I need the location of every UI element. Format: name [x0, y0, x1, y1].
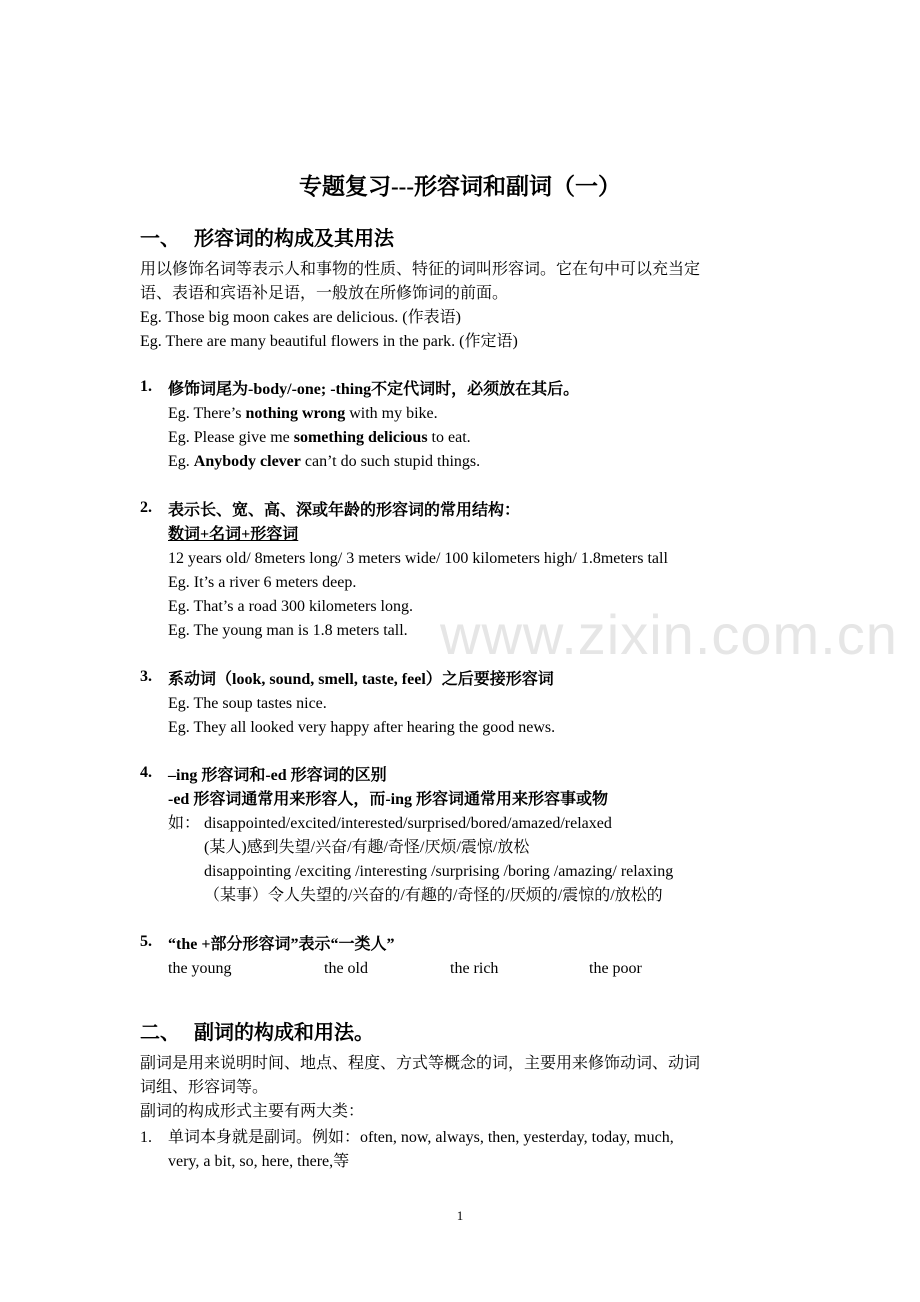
item1-example1: Eg. There’s nothing wrong with my bike.: [168, 405, 438, 422]
item4-line1: disappointed/excited/interested/surprised/bored/amazed/relaxed: [204, 815, 612, 832]
item1-example3: Eg. Anybody clever can’t do such stupid things.: [168, 453, 481, 470]
item4-prefix: 如：: [168, 815, 201, 832]
watermark: www.zixin.com.cn: [440, 603, 898, 666]
section2-intro-line3: 副词的构成形式主要有两大类：: [140, 1103, 365, 1120]
item4-line4: （某事）令人失望的/兴奋的/有趣的/奇怪的/厌烦的/震惊的/放松的: [204, 887, 663, 904]
section2-heading: [140, 1016, 374, 1045]
section2-number: 二、: [140, 1022, 180, 1044]
section2-intro-line2: 词组、形容词等。: [140, 1079, 269, 1096]
item2-line3: Eg. That’s a road 300 kilometers long.: [168, 598, 413, 615]
section1-example1: Eg. Those big moon cakes are delicious. (作表语): [140, 309, 461, 326]
item5-heading: “the +部分形容词”表示“一类人”: [168, 936, 395, 953]
item4-line2: (某人)感到失望/兴奋/有趣/奇怪/厌烦/震惊/放松: [204, 839, 530, 856]
item5-number: 5.: [140, 933, 152, 950]
page-number: 1: [456, 1208, 464, 1223]
item1-number: 1.: [140, 378, 152, 395]
section2-item1-number: 1.: [140, 1129, 152, 1146]
item1-example2: Eg. Please give me something delicious to eat.: [168, 429, 471, 446]
item2-number: 2.: [140, 499, 152, 516]
item2-structure: 数词+名词+形容词: [168, 526, 299, 543]
section1-heading: [140, 222, 394, 251]
item4-number: 4.: [140, 764, 152, 781]
section1-intro-line2: 语、表语和宾语补足语，一般放在所修饰词的前面。: [140, 285, 509, 302]
section1-number: 一、: [140, 228, 180, 250]
section2-item1-line2: very, a bit, so, here, there,等: [168, 1153, 350, 1170]
section2-item1-line1: 单词本身就是副词。例如：often, now, always, then, yesterday, today, much,: [168, 1129, 674, 1146]
section1-intro-line1: 用以修饰名词等表示人和事物的性质、特征的词叫形容词。它在句中可以充当定: [140, 261, 701, 278]
item2-line1: 12 years old/ 8meters long/ 3 meters wide/ 100 kilometers high/ 1.8meters tall: [168, 550, 668, 567]
section1-title: 形容词的构成及其用法: [194, 228, 394, 250]
item5-example: the poor: [589, 960, 642, 977]
item4-line3: disappointing /exciting /interesting /surprising /boring /amazing/ relaxing: [204, 863, 674, 880]
item5-example: the old: [324, 960, 368, 977]
item2-line2: Eg. It’s a river 6 meters deep.: [168, 574, 357, 591]
section1-example2: Eg. There are many beautiful flowers in the park. (作定语): [140, 333, 518, 350]
item4-heading: –ing 形容词和-ed 形容词的区别: [168, 767, 387, 784]
item4-subheading: -ed 形容词通常用来形容人，而-ing 形容词通常用来形容事或物: [168, 791, 609, 808]
item3-heading: 系动词（look, sound, smell, taste, feel）之后要接形容词: [168, 671, 554, 688]
item5-example: the young: [168, 960, 232, 977]
section2-title: 副词的构成和用法。: [194, 1022, 374, 1044]
item2-line4: Eg. The young man is 1.8 meters tall.: [168, 622, 408, 639]
item3-line1: Eg. The soup tastes nice.: [168, 695, 327, 712]
item3-number: 3.: [140, 668, 152, 685]
item3-line2: Eg. They all looked very happy after hearing the good news.: [168, 719, 556, 736]
item1-heading: 修饰词尾为-body/-one; -thing不定代词时，必须放在其后。: [168, 381, 580, 398]
item2-heading: 表示长、宽、高、深或年龄的形容词的常用结构：: [168, 502, 521, 519]
page-title: 专题复习---形容词和副词（一）: [299, 174, 621, 199]
item5-example: the rich: [450, 960, 499, 977]
section2-intro-line1: 副词是用来说明时间、地点、程度、方式等概念的词，主要用来修饰动词、动词: [140, 1055, 701, 1072]
